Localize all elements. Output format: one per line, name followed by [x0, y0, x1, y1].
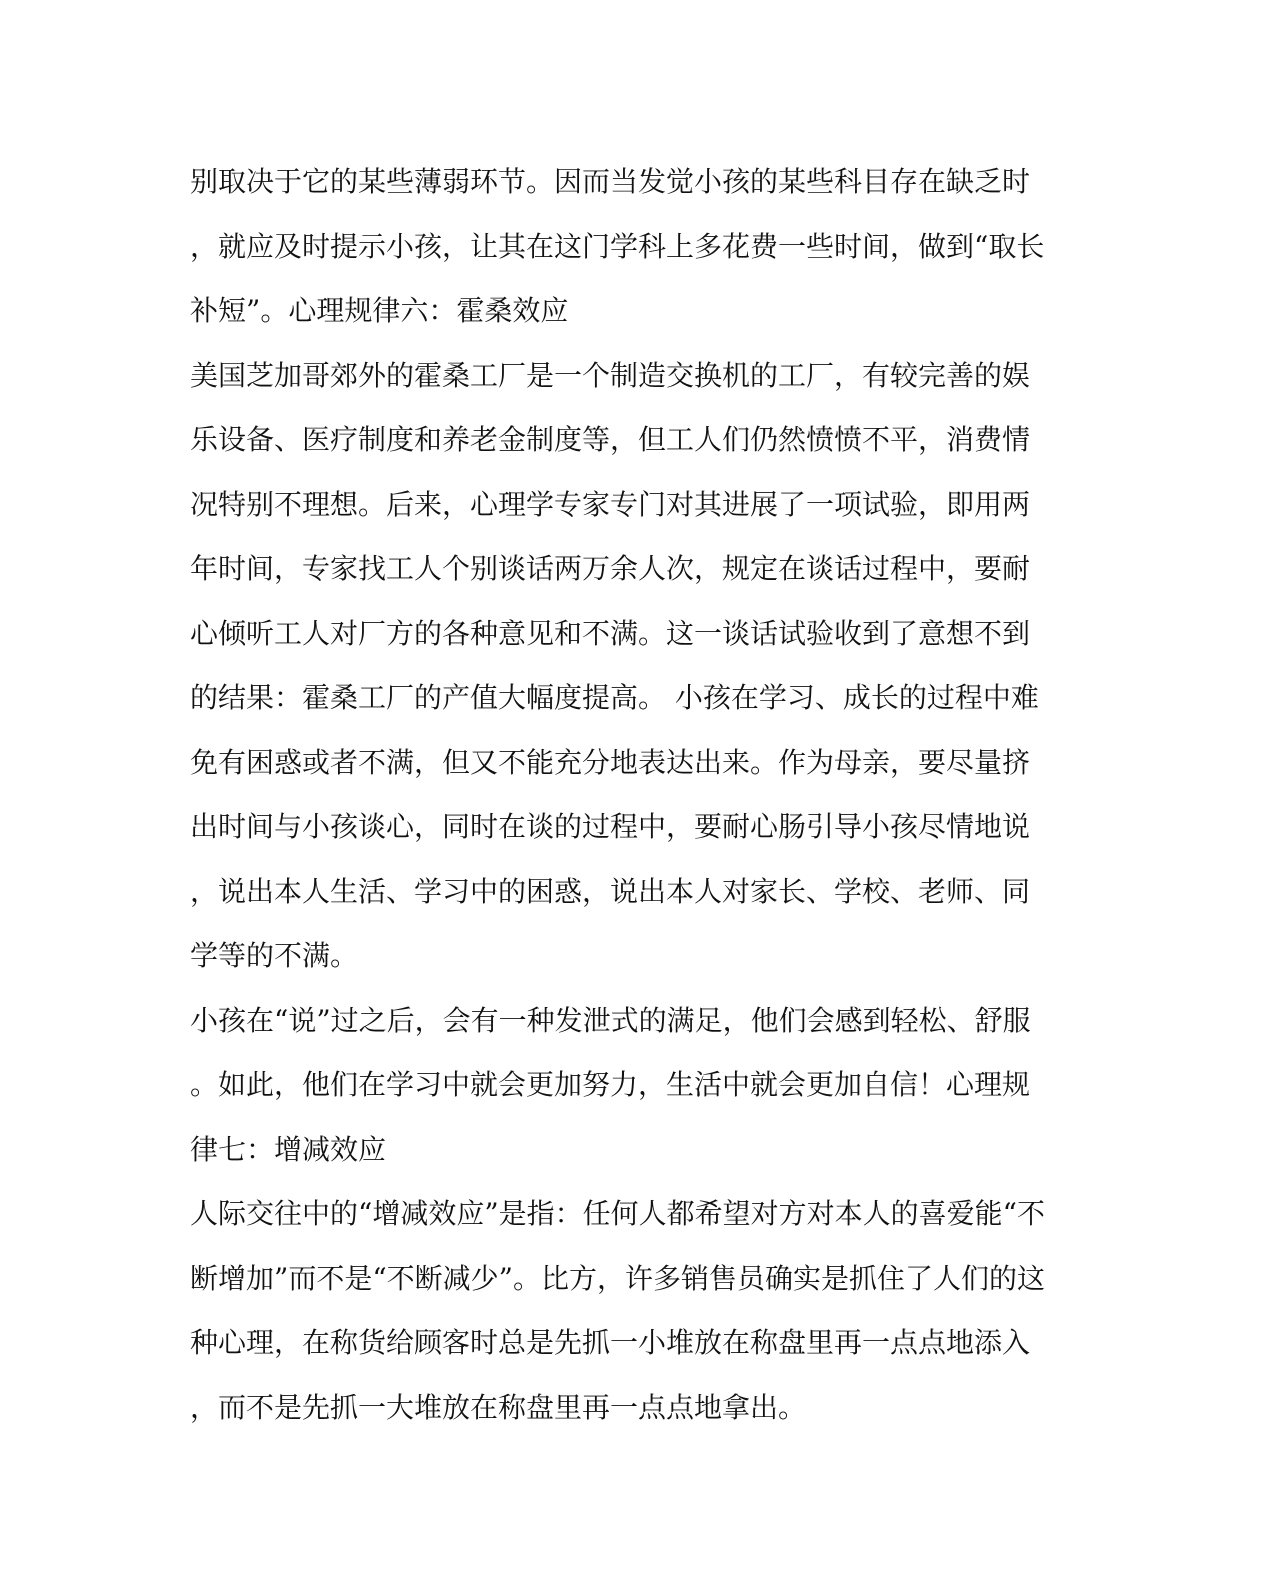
text-line: 别取决于它的某些薄弱环节。因而当发觉小孩的某些科目存在缺乏时 [190, 165, 1031, 198]
document-body [190, 150, 1080, 1440]
text-line: 美国芝加哥郊外的霍桑工厂是一个制造交换机的工厂，有较完善的娱 [190, 358, 1031, 392]
text-line: 出时间与小孩谈心，同时在谈的过程中，要耐心肠引导小孩尽情地说 [190, 810, 1031, 843]
text-line: 学等的不满。 [190, 939, 359, 972]
text-line: 律七：增减效应 [190, 1132, 387, 1166]
text-line: 补短”。心理规律六：霍桑效应 [190, 294, 569, 327]
text-line: ，说出本人生活、学习中的困惑，说出本人对家长、学校、老师、同 [190, 874, 1031, 908]
text-line: 的结果：霍桑工厂的产值大幅度提高。 小孩在学习、成长的过程中难 [190, 681, 1039, 714]
text-line: 。如此，他们在学习中就会更加努力，生活中就会更加自信！心理规 [190, 1068, 1031, 1101]
text-line: 断增加”而不是“不断减少”。比方，许多销售员确实是抓住了人们的这 [190, 1261, 1045, 1295]
text-line: 年时间，专家找工人个别谈话两万余人次，规定在谈话过程中，要耐 [190, 552, 1031, 585]
text-line: 况特别不理想。后来，心理学专家专门对其进展了一项试验，即用两 [190, 487, 1031, 521]
text-line: 心倾听工人对厂方的各种意见和不满。这一谈话试验收到了意想不到 [190, 616, 1031, 650]
text-line: 人际交往中的“增减效应”是指：任何人都希望对方对本人的喜爱能“不 [190, 1197, 1045, 1230]
text-line: ，就应及时提示小孩，让其在这门学科上多花费一些时间，做到“取长 [190, 229, 1045, 263]
text-line: 免有困惑或者不满，但又不能充分地表达出来。作为母亲，要尽量挤 [190, 745, 1031, 779]
text-line: 乐设备、医疗制度和养老金制度等，但工人们仍然愤愤不平，消费情 [190, 423, 1031, 456]
text-line: ，而不是先抓一大堆放在称盘里再一点点地拿出。 [190, 1390, 807, 1424]
text-line: 小孩在“说”过之后，会有一种发泄式的满足，他们会感到轻松、舒服 [190, 1003, 1031, 1037]
text-line: 种心理，在称货给顾客时总是先抓一小堆放在称盘里再一点点地添入 [190, 1326, 1031, 1359]
